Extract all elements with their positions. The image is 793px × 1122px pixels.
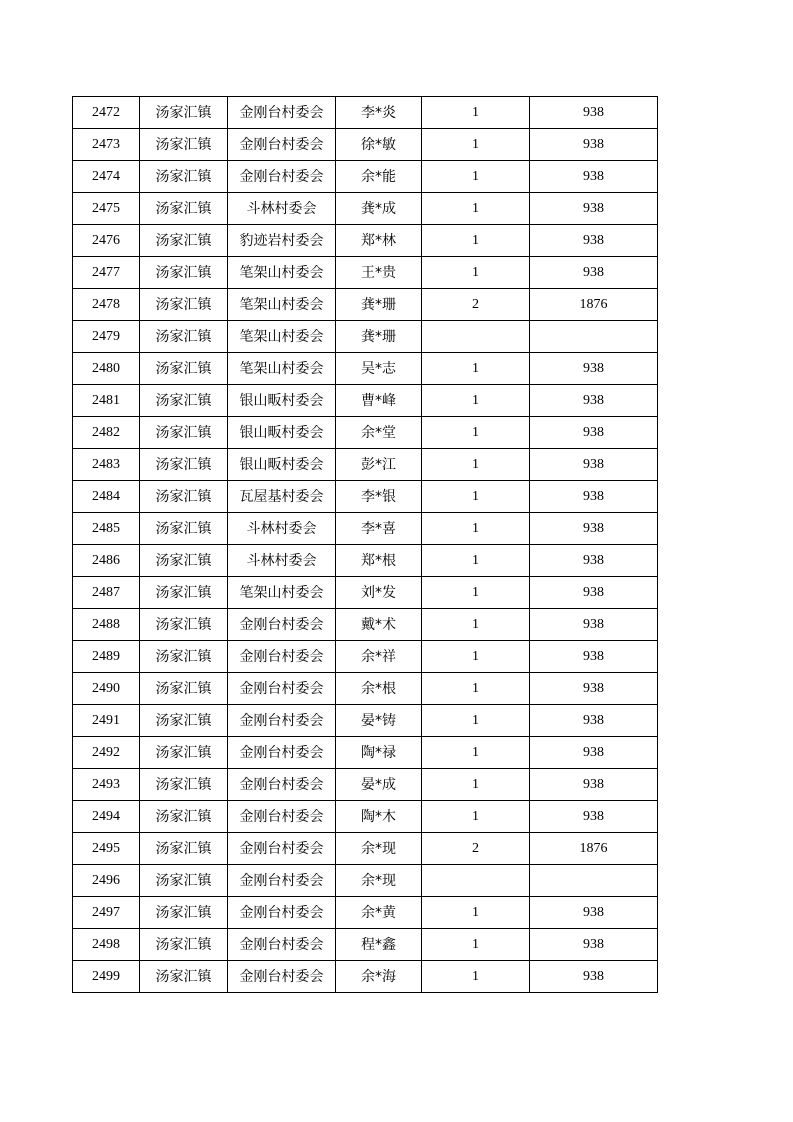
town-cell: 汤家汇镇 [140, 193, 228, 225]
row-number-cell: 2485 [73, 513, 140, 545]
person-name-cell: 曹*峰 [336, 385, 422, 417]
town-cell: 汤家汇镇 [140, 513, 228, 545]
person-name-cell: 戴*术 [336, 609, 422, 641]
row-number-cell: 2490 [73, 673, 140, 705]
count-cell [422, 321, 530, 353]
count-cell: 1 [422, 257, 530, 289]
amount-cell: 1876 [530, 833, 658, 865]
town-cell: 汤家汇镇 [140, 321, 228, 353]
row-number-cell: 2497 [73, 897, 140, 929]
village-cell: 斗林村委会 [228, 545, 336, 577]
count-cell: 1 [422, 737, 530, 769]
row-number-cell: 2479 [73, 321, 140, 353]
amount-cell: 938 [530, 673, 658, 705]
person-name-cell: 程*鑫 [336, 929, 422, 961]
table-body [73, 97, 658, 993]
count-cell: 1 [422, 449, 530, 481]
village-cell: 金刚台村委会 [228, 833, 336, 865]
town-cell: 汤家汇镇 [140, 577, 228, 609]
village-cell: 金刚台村委会 [228, 897, 336, 929]
town-cell: 汤家汇镇 [140, 289, 228, 321]
count-cell: 1 [422, 481, 530, 513]
amount-cell: 938 [530, 545, 658, 577]
table-row [73, 609, 658, 641]
count-cell: 1 [422, 961, 530, 993]
amount-cell: 938 [530, 929, 658, 961]
table-row [73, 417, 658, 449]
town-cell: 汤家汇镇 [140, 833, 228, 865]
village-cell: 银山畈村委会 [228, 417, 336, 449]
town-cell: 汤家汇镇 [140, 769, 228, 801]
table-row [73, 385, 658, 417]
count-cell: 1 [422, 673, 530, 705]
town-cell: 汤家汇镇 [140, 257, 228, 289]
table-row [73, 353, 658, 385]
count-cell: 2 [422, 289, 530, 321]
person-name-cell: 郑*林 [336, 225, 422, 257]
person-name-cell: 李*炎 [336, 97, 422, 129]
town-cell: 汤家汇镇 [140, 961, 228, 993]
town-cell: 汤家汇镇 [140, 641, 228, 673]
row-number-cell: 2498 [73, 929, 140, 961]
person-name-cell: 余*海 [336, 961, 422, 993]
village-cell: 银山畈村委会 [228, 385, 336, 417]
town-cell: 汤家汇镇 [140, 801, 228, 833]
amount-cell: 1876 [530, 289, 658, 321]
town-cell: 汤家汇镇 [140, 545, 228, 577]
count-cell: 1 [422, 705, 530, 737]
row-number-cell: 2474 [73, 161, 140, 193]
person-name-cell: 郑*根 [336, 545, 422, 577]
town-cell: 汤家汇镇 [140, 673, 228, 705]
count-cell: 1 [422, 385, 530, 417]
table-row [73, 577, 658, 609]
table-row [73, 193, 658, 225]
count-cell: 1 [422, 769, 530, 801]
table-row [73, 225, 658, 257]
village-cell: 金刚台村委会 [228, 161, 336, 193]
table-row [73, 289, 658, 321]
town-cell: 汤家汇镇 [140, 705, 228, 737]
amount-cell: 938 [530, 353, 658, 385]
row-number-cell: 2480 [73, 353, 140, 385]
table-row [73, 673, 658, 705]
row-number-cell: 2488 [73, 609, 140, 641]
town-cell: 汤家汇镇 [140, 865, 228, 897]
table-row [73, 161, 658, 193]
person-name-cell: 余*现 [336, 833, 422, 865]
person-name-cell: 陶*禄 [336, 737, 422, 769]
village-cell: 笔架山村委会 [228, 321, 336, 353]
table-row [73, 961, 658, 993]
amount-cell: 938 [530, 97, 658, 129]
count-cell: 1 [422, 513, 530, 545]
person-name-cell: 龚*成 [336, 193, 422, 225]
town-cell: 汤家汇镇 [140, 129, 228, 161]
village-cell: 斗林村委会 [228, 513, 336, 545]
town-cell: 汤家汇镇 [140, 417, 228, 449]
row-number-cell: 2489 [73, 641, 140, 673]
row-number-cell: 2491 [73, 705, 140, 737]
table-row [73, 801, 658, 833]
row-number-cell: 2478 [73, 289, 140, 321]
person-name-cell: 彭*江 [336, 449, 422, 481]
amount-cell: 938 [530, 737, 658, 769]
count-cell: 1 [422, 353, 530, 385]
row-number-cell: 2483 [73, 449, 140, 481]
count-cell: 1 [422, 545, 530, 577]
table-row [73, 737, 658, 769]
town-cell: 汤家汇镇 [140, 353, 228, 385]
amount-cell: 938 [530, 161, 658, 193]
village-cell: 金刚台村委会 [228, 673, 336, 705]
count-cell: 1 [422, 801, 530, 833]
village-cell: 笔架山村委会 [228, 289, 336, 321]
amount-cell: 938 [530, 513, 658, 545]
data-table [72, 96, 658, 993]
table-row [73, 769, 658, 801]
count-cell: 1 [422, 161, 530, 193]
count-cell: 1 [422, 897, 530, 929]
amount-cell: 938 [530, 705, 658, 737]
row-number-cell: 2476 [73, 225, 140, 257]
count-cell: 1 [422, 225, 530, 257]
row-number-cell: 2494 [73, 801, 140, 833]
person-name-cell: 李*喜 [336, 513, 422, 545]
table-row [73, 833, 658, 865]
count-cell: 1 [422, 641, 530, 673]
row-number-cell: 2492 [73, 737, 140, 769]
amount-cell: 938 [530, 257, 658, 289]
town-cell: 汤家汇镇 [140, 97, 228, 129]
row-number-cell: 2487 [73, 577, 140, 609]
village-cell: 金刚台村委会 [228, 929, 336, 961]
table-row [73, 897, 658, 929]
village-cell: 笔架山村委会 [228, 353, 336, 385]
person-name-cell: 晏*铸 [336, 705, 422, 737]
person-name-cell: 晏*成 [336, 769, 422, 801]
amount-cell: 938 [530, 129, 658, 161]
person-name-cell: 龚*珊 [336, 321, 422, 353]
amount-cell: 938 [530, 769, 658, 801]
person-name-cell: 余*能 [336, 161, 422, 193]
row-number-cell: 2499 [73, 961, 140, 993]
person-name-cell: 余*堂 [336, 417, 422, 449]
person-name-cell: 陶*木 [336, 801, 422, 833]
count-cell: 1 [422, 97, 530, 129]
person-name-cell: 余*根 [336, 673, 422, 705]
table-row [73, 257, 658, 289]
amount-cell: 938 [530, 961, 658, 993]
count-cell: 1 [422, 193, 530, 225]
row-number-cell: 2493 [73, 769, 140, 801]
row-number-cell: 2484 [73, 481, 140, 513]
row-number-cell: 2496 [73, 865, 140, 897]
amount-cell: 938 [530, 385, 658, 417]
town-cell: 汤家汇镇 [140, 929, 228, 961]
count-cell [422, 865, 530, 897]
amount-cell [530, 321, 658, 353]
person-name-cell: 李*银 [336, 481, 422, 513]
row-number-cell: 2495 [73, 833, 140, 865]
table-row [73, 481, 658, 513]
count-cell: 1 [422, 129, 530, 161]
table-row [73, 865, 658, 897]
town-cell: 汤家汇镇 [140, 225, 228, 257]
row-number-cell: 2473 [73, 129, 140, 161]
person-name-cell: 龚*珊 [336, 289, 422, 321]
amount-cell: 938 [530, 193, 658, 225]
village-cell: 金刚台村委会 [228, 97, 336, 129]
village-cell: 瓦屋基村委会 [228, 481, 336, 513]
amount-cell: 938 [530, 225, 658, 257]
village-cell: 笔架山村委会 [228, 257, 336, 289]
village-cell: 金刚台村委会 [228, 865, 336, 897]
row-number-cell: 2472 [73, 97, 140, 129]
row-number-cell: 2482 [73, 417, 140, 449]
town-cell: 汤家汇镇 [140, 897, 228, 929]
table-row [73, 641, 658, 673]
table-row [73, 705, 658, 737]
amount-cell: 938 [530, 577, 658, 609]
amount-cell: 938 [530, 449, 658, 481]
person-name-cell: 余*祥 [336, 641, 422, 673]
row-number-cell: 2486 [73, 545, 140, 577]
amount-cell: 938 [530, 609, 658, 641]
person-name-cell: 徐*敏 [336, 129, 422, 161]
amount-cell: 938 [530, 897, 658, 929]
row-number-cell: 2475 [73, 193, 140, 225]
count-cell: 1 [422, 929, 530, 961]
count-cell: 1 [422, 609, 530, 641]
person-name-cell: 余*黄 [336, 897, 422, 929]
person-name-cell: 刘*发 [336, 577, 422, 609]
village-cell: 金刚台村委会 [228, 769, 336, 801]
person-name-cell: 吴*志 [336, 353, 422, 385]
person-name-cell: 余*现 [336, 865, 422, 897]
village-cell: 金刚台村委会 [228, 129, 336, 161]
village-cell: 金刚台村委会 [228, 801, 336, 833]
village-cell: 金刚台村委会 [228, 641, 336, 673]
row-number-cell: 2477 [73, 257, 140, 289]
village-cell: 金刚台村委会 [228, 737, 336, 769]
village-cell: 银山畈村委会 [228, 449, 336, 481]
amount-cell: 938 [530, 801, 658, 833]
village-cell: 笔架山村委会 [228, 577, 336, 609]
village-cell: 金刚台村委会 [228, 961, 336, 993]
table-row [73, 129, 658, 161]
table-row [73, 513, 658, 545]
table-row [73, 545, 658, 577]
town-cell: 汤家汇镇 [140, 161, 228, 193]
village-cell: 豹迹岩村委会 [228, 225, 336, 257]
count-cell: 1 [422, 577, 530, 609]
person-name-cell: 王*贵 [336, 257, 422, 289]
table-row [73, 321, 658, 353]
amount-cell: 938 [530, 417, 658, 449]
amount-cell: 938 [530, 641, 658, 673]
town-cell: 汤家汇镇 [140, 609, 228, 641]
amount-cell [530, 865, 658, 897]
count-cell: 1 [422, 417, 530, 449]
count-cell: 2 [422, 833, 530, 865]
amount-cell: 938 [530, 481, 658, 513]
town-cell: 汤家汇镇 [140, 737, 228, 769]
town-cell: 汤家汇镇 [140, 449, 228, 481]
row-number-cell: 2481 [73, 385, 140, 417]
table-row [73, 97, 658, 129]
village-cell: 金刚台村委会 [228, 705, 336, 737]
town-cell: 汤家汇镇 [140, 481, 228, 513]
village-cell: 金刚台村委会 [228, 609, 336, 641]
village-cell: 斗林村委会 [228, 193, 336, 225]
town-cell: 汤家汇镇 [140, 385, 228, 417]
table-row [73, 449, 658, 481]
table-row [73, 929, 658, 961]
